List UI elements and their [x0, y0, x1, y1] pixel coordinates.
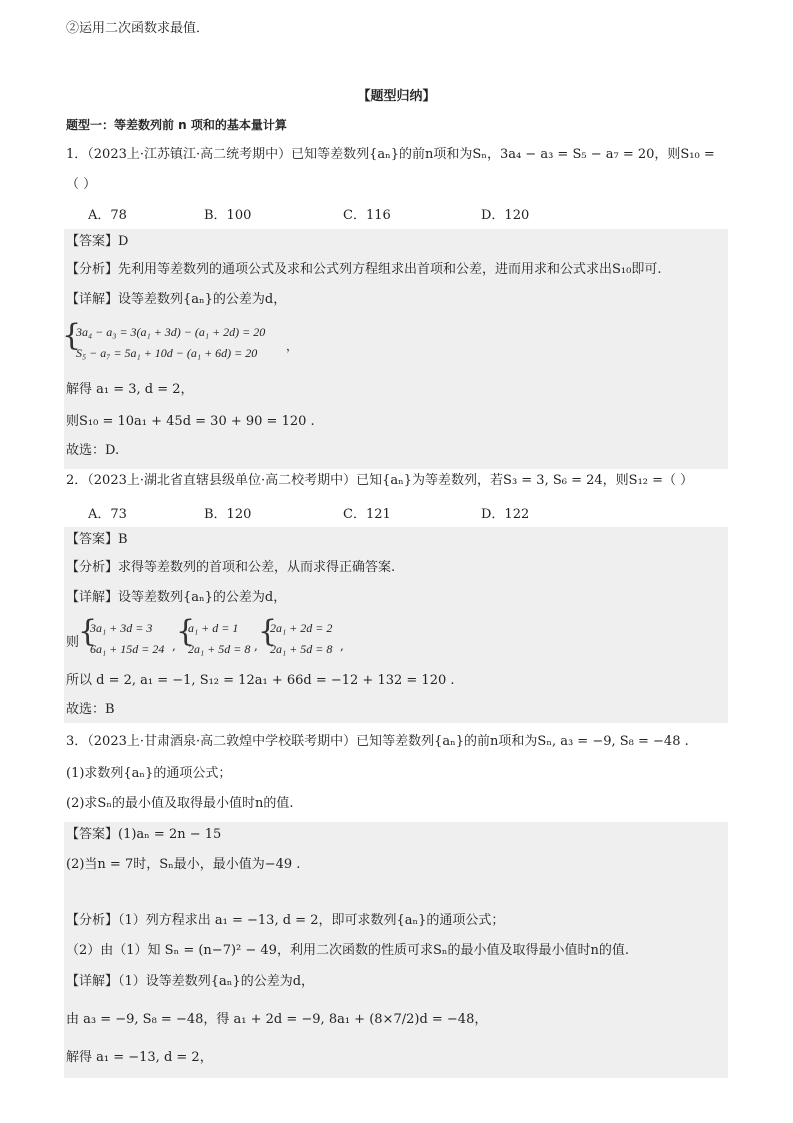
q2-option-a: A．73 [88, 507, 127, 522]
q2-solution-box [64, 527, 728, 723]
q1-system-brace: { [62, 318, 82, 353]
q3-answer1: 【答案】(1)aₙ = 2n − 15 [66, 827, 222, 842]
q2-option-c: C．121 [343, 507, 391, 522]
q1-solve: 解得 a₁ = 3, d = 2， [66, 382, 194, 397]
q1-option-c: C．116 [343, 208, 391, 223]
q1-then: 则S₁₀ = 10a₁ + 45d = 30 + 90 = 120 . [66, 414, 315, 429]
q2-comma-3: , [340, 639, 344, 653]
q3-analysis2: （2）由（1）知 Sₙ = (n−7)² − 49，利用二次函数的性质可求Sₙ的最小值及取得最小值时n的值. [66, 943, 629, 958]
q2-comma-1: , [172, 639, 176, 653]
q2-brace-2: { [176, 614, 196, 649]
q1-option-d: D．120 [481, 208, 530, 223]
q2-choose: 故选：B [66, 702, 115, 717]
q2-then-prefix: 则 [66, 635, 80, 650]
q1-option-a: A．78 [88, 208, 127, 223]
q3-stem: 3．（2023上·甘肃酒泉·高二敦煌中学校联考期中）已知等差数列{aₙ}的前n项和为Sₙ, a₃ = −9, S₈ = −48 . [66, 734, 689, 749]
q2-brace-1: { [78, 614, 98, 649]
q1-choose: 故选：D. [66, 443, 120, 458]
q1-answer: 【答案】D [66, 234, 129, 249]
q1-eq2: S₅ − a₇ = 5a₁ + 10d − (a₁ + 6d) = 20 [76, 346, 258, 360]
q1-analysis: 【分析】先利用等差数列的通项公式及求和公式列方程组求出首项和公差，进而用求和公式求出S₁₀即可. [66, 262, 662, 277]
q2-system3-eq1: 2a₁ + 2d = 2 [270, 621, 333, 635]
q3-detail: 【详解】（1）设等差数列{aₙ}的公差为d， [66, 974, 315, 989]
q1-eq1: 3a₄ − a₃ = 3(a₁ + 3d) − (a₁ + 2d) = 20 [76, 325, 266, 339]
q2-system2-eq2: 2a₁ + 5d = 8 [188, 642, 251, 656]
q1-option-b: B．100 [204, 208, 252, 223]
q2-system3-eq2: 2a₁ + 5d = 8 [270, 642, 333, 656]
q2-comma-2: , [254, 639, 258, 653]
type-heading: 题型一：等差数列前 n 项和的基本量计算 [66, 118, 287, 132]
q2-system1-eq1: 3a₁ + 3d = 3 [90, 621, 153, 635]
q3-analysis1: 【分析】（1）列方程求出 a₁ = −13, d = 2，即可求数列{aₙ}的通项公式； [66, 913, 505, 928]
q3-solve: 解得 a₁ = −13, d = 2， [66, 1050, 213, 1065]
q2-system2-eq1: a₁ + d = 1 [188, 621, 239, 635]
intro-line: ②运用二次函数求最值． [66, 21, 210, 36]
q3-answer2: (2)当n = 7时，Sₙ最小，最小值为−49 . [66, 857, 301, 872]
q2-option-d: D．122 [481, 507, 530, 522]
q2-stem: 2．（2023上·湖北省直辖县级单位·高二校考期中）已知{aₙ}为等差数列，若S₃ = 3, S₆ = 24，则S₁₂ =（ ） [66, 473, 694, 488]
section-title: 【题型归纳】 [357, 89, 436, 104]
q2-option-b: B．120 [204, 507, 252, 522]
q1-paren: （ ） [66, 177, 97, 192]
q3-part2: (2)求Sₙ的最小值及取得最小值时n的值. [66, 796, 294, 811]
q1-stem: 1．（2023上·江苏镇江·高二统考期中）已知等差数列{aₙ}的前n项和为Sₙ，3a₄ − a₃ = S₅ − a₇ = 20，则S₁₀ = [66, 147, 715, 162]
q2-detail: 【详解】设等差数列{aₙ}的公差为d， [66, 590, 287, 605]
q3-from: 由 a₃ = −9, S₈ = −48，得 a₁ + 2d = −9, 8a₁ + (8×7/2)d = −48， [66, 1012, 488, 1027]
q2-analysis: 【分析】求得等差数列的首项和公差，从而求得正确答案. [66, 560, 396, 575]
q1-detail: 【详解】设等差数列{aₙ}的公差为d， [66, 292, 287, 307]
q2-system1-eq2: 6a₁ + 15d = 24 [90, 642, 165, 656]
q3-part1: (1)求数列{aₙ}的通项公式； [66, 766, 232, 781]
q1-eq-end: ， [286, 339, 299, 353]
q2-brace-3: { [258, 614, 278, 649]
q2-answer: 【答案】B [66, 532, 128, 547]
q2-so: 所以 d = 2, a₁ = −1, S₁₂ = 12a₁ + 66d = −12 + 132 = 120 . [66, 673, 455, 688]
